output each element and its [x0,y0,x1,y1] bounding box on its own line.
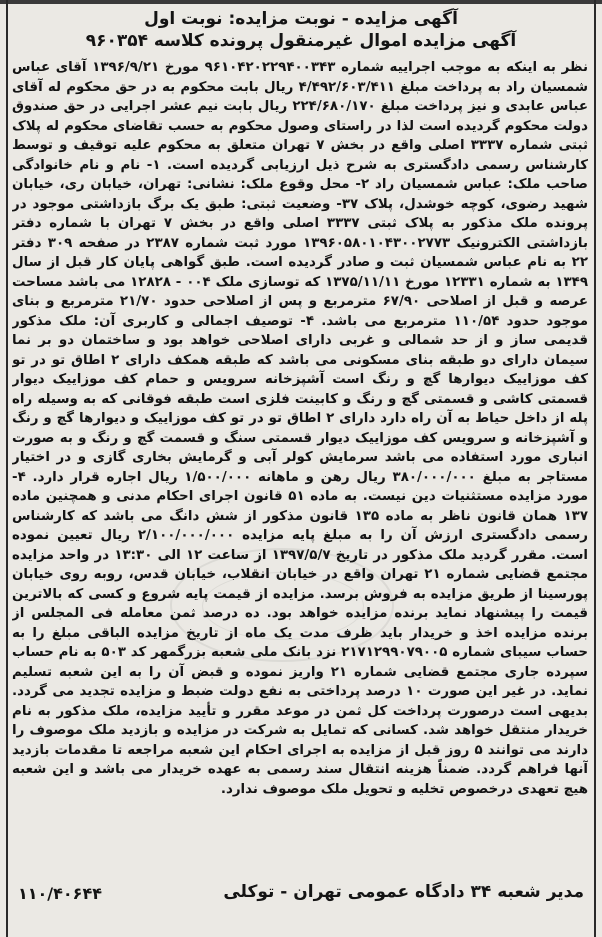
notice-footer [10,878,590,928]
notice-subtitle: آگهی مزایده اموال غیرمنقول پرونده کلاسه ۹۶۰۳۵۴ [85,31,517,51]
notice-code: ۱۱۰/۴۰۶۴۴ [18,884,102,903]
notice-title: آگهی مزایده - نوبت مزایده: نوبت اول [144,9,458,29]
notice-header [0,6,602,52]
notice-body: نظر به اینکه به موجب اجراییه شماره ۹۶۱۰۴۲۰۲۲۹۴۰۰۳۴۳ مورخ ۱۳۹۶/۹/۲۱ آقای عباس شمسیان راد به پرداخت مبلغ ۴/۴۹۲/۶۰۳/۴۱۱ ریال بابت محکوم به در حق محکوم له آقای عباس عابدی و نیز پرداخت مبلغ ۲۲۴/۶۸۰/۱۷۰ ریال بابت نیم عشر اجرایی در حق صندوق دولت محکوم گردیده است لذا در راستای وصول محکوم به حسب تقاضای محکوم له پلاک ثبتی شماره ۳۳۳۷ اصلی واقع در بخش ۷ تهران متعلق به محکوم علیه توقیف و توسط کارشناس رسمی دادگستری به شرح ذیل ارزیابی گردیده است. ۱- نام و نام خانوادگی صاحب ملک: عباس شمسیان راد ۲- محل وقوع ملک: نشانی: تهران، خیابان ری، خیابان شهید رضوی، کوچه خوشدل، پلاک ۳۷- وضعیت ثبتی: طبق یک برگ بازداشتی موجود در پرونده ملک مذکور به پلاک ثبتی ۳۳۳۷ اصلی واقع در بخش ۷ تهران با شماره دفتر بازداشتی الکترونیک ۱۳۹۶۰۵۸۰۱۰۴۳۰۰۲۷۷۳ مورد ثبت شماره ۲۳۸۷ در صفحه ۳۰۹ دفتر ۲۲ به نام عباس شمسیان ثبت و صادر گردیده است. طبق گواهی پایان کار قبل از سال ۱۳۴۹ به شماره ۱۲۳۳۱ مورخ ۱۳۷۵/۱۱/۱۱ که توسازی ملک ۰۰۴ - ۱۲۸۲۸ می باشد مساحت عرصه و قبل از اصلاحی ۶۷/۹۰ مترمربع و پس از اصلاحی حدود ۲۱/۷۰ مترمربع و بنای موجود حدود ۱۱۰/۵۴ مترمربع می باشد. ۴- توصیف اجمالی و کاربری آن: ملک مذکور قدیمی ساز و از حد شمالی و غربی دارای اصلاحی خواهد بود و ساختمان دو بر نما سیمان دارای دو طبقه بنای مسکونی می باشد که طبقه همکف دارای ۲ اطاق تو در تو کف موزاییک دیوارها گچ و رنگ است آشپزخانه سرویس و حمام کف موزاییک دیوار قسمتی کاشی و قسمتی گچ و رنگ و کابینت فلزی است طبقه فوقانی که به وسیله راه پله از داخل حیاط به آن راه دارد دارای ۲ اطاق تو در تو کف موزاییک و دیوارها گچ و رنگ و آشپزخانه و سرویس کف موزاییک دیوار قسمتی سنگ و قسمت گچ و رنگ و به صورت انباری مورد استفاده می باشد سرمایش کولر آبی و گرمایش بخاری گازی و در اختیار مستاجر به مبلغ ۳۸۰/۰۰۰/۰۰۰ ریال رهن و ماهانه ۱/۵۰۰/۰۰۰ ریال اجاره قرار دارد. ۴- مورد مزایده مستثنیات دین نیست. به ماده ۵۱ قانون اجرای احکام مدنی و همچنین ماده ۱۳۷ همان قانون ناظر به ماده ۱۳۵ قانون مذکور از شش دانگ می باشد که کارشناس رسمی دادگستری ارزش آن را به مبلغ پایه مزایده ۲/۱۰۰/۰۰۰/۰۰۰ ریال تعیین نموده است. مقرر گردید ملک مذکور در تاریخ ۱۳۹۷/۵/۷ از ساعت ۱۲ الی ۱۳:۳۰ در واحد مزایده مجتمع قضایی شماره ۲۱ تهران واقع در خیابان انقلاب، خیابان قدس، روبه روی خیابان پورسینا از طریق مزایده به فروش برسد. مزایده از قیمت پایه شروع و کسی که بالاترین قیمت را پیشنهاد نماید برنده مزایده خواهد بود. ده درصد ثمن معامله فی المجلس از برنده مزایده اخذ و خریدار باید ظرف مدت یک ماه از تاریخ مزایده الباقی مبلغ را به حساب سیبای شماره ۲۱۷۱۲۹۹۰۷۹۰۰۵ نزد بانک ملی شعبه بزرگمهر کد ۵۰۳ به نام حساب سپرده جاری مجتمع قضایی شماره ۲۱ واریز نموده و قبض آن را به این شعبه تسلیم نماید. در غیر این صورت ۱۰ درصد پرداختی به نفع دولت ضبط و مزایده تجدید می گردد. بدیهی است درصورت پرداخت کل ثمن در موعد مقرر و تأیید مزایده، ملک مذکور به نام خریدار منتقل خواهد شد. کسانی که تمایل به شرکت در مزایده و بازدید ملک موصوف را دارند می توانند ۵ روز قبل از مزایده به اجرای احکام این شعبه مراجعه تا مقدمات بازدید آنها فراهم گردد. ضمناً هزینه انتقال سند رسمی به عهده خریدار می باشد و این شعبه هیچ تعهدی درخصوص تخلیه و تحویل ملک موصوف ندارد. [12,60,588,797]
signer-name: مدیر شعبه ۳۴ دادگاه عمومی تهران - توکلی [223,882,584,902]
